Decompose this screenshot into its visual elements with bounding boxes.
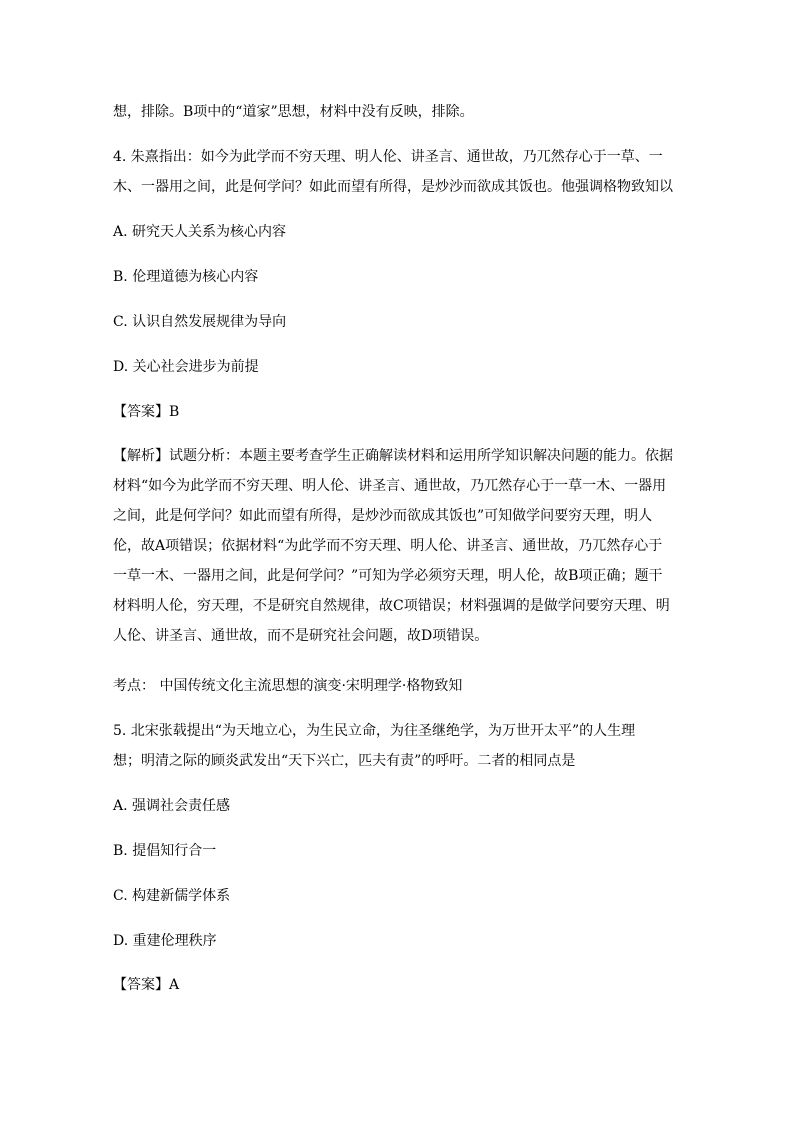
- question-4-analysis-line-5: 一草一木、一器用之间，此是何学问？”可知为学必须穷天理，明人伦，故B项正确；题干: [113, 568, 663, 584]
- question-5-option-b: B. 提倡知行合一: [113, 843, 217, 859]
- question-4-stem-line-2: 木、一器用之间，此是何学问？如此而望有所得，是炒沙而欲成其饭也。他强调格物致知以: [113, 179, 673, 195]
- question-5-option-d: D. 重建伦理秩序: [113, 933, 217, 949]
- question-4-option-a: A. 研究天人关系为核心内容: [113, 224, 287, 240]
- question-4-option-c: C. 认识自然发展规律为导向: [113, 314, 287, 330]
- question-4-stem-line-1: 4. 朱熹指出：如今为此学而不穷天理、明人伦、讲圣言、通世故，乃兀然存心于一草、一: [113, 149, 663, 165]
- question-4-analysis-line-3: 之间，此是何学问？如此而望有所得，是炒沙而欲成其饭也”可知做学问要穷天理，明人: [113, 508, 653, 524]
- question-4-analysis-line-2: 材料“如今为此学而不穷天理、明人伦、讲圣言、通世故，乃兀然存心于一草一木、一器用: [113, 478, 667, 494]
- prev-analysis-end: 想，排除。B项中的“道家”思想，材料中没有反映，排除。: [113, 104, 474, 120]
- question-4-analysis-line-1: 【解析】试题分析：本题主要考查学生正确解读材料和运用所学知识解决问题的能力。依据: [113, 448, 673, 464]
- question-5-answer: 【答案】A: [113, 977, 180, 993]
- question-4-option-d: D. 关心社会进步为前提: [113, 359, 259, 375]
- question-4-answer: 【答案】B: [113, 404, 180, 420]
- question-4-analysis-line-7: 人伦、讲圣言、通世故，而不是研究社会问题，故D项错误。: [113, 628, 489, 644]
- question-5-stem-line-1: 5. 北宋张载提出“为天地立心，为生民立命，为往圣继绝学，为万世开太平”的人生理: [113, 723, 636, 739]
- question-4-analysis-line-4: 伦，故A项错误；依据材料“为此学而不穷天理、明人伦、讲圣言、通世故，乃兀然存心于: [113, 538, 663, 554]
- question-4-test-point: 考点： 中国传统文化主流思想的演变·宋明理学·格物致知: [113, 678, 463, 694]
- question-5-stem-line-2: 想；明清之际的顾炎武发出“天下兴亡，匹夫有责”的呼吁。二者的相同点是: [113, 753, 576, 769]
- question-4-analysis-line-6: 材料明人伦，穷天理，不是研究自然规律，故C项错误；材料强调的是做学问要穷天理、明: [113, 598, 670, 614]
- question-5-option-a: A. 强调社会责任感: [113, 798, 231, 814]
- question-4-option-b: B. 伦理道德为核心内容: [113, 269, 259, 285]
- question-5-option-c: C. 构建新儒学体系: [113, 888, 231, 904]
